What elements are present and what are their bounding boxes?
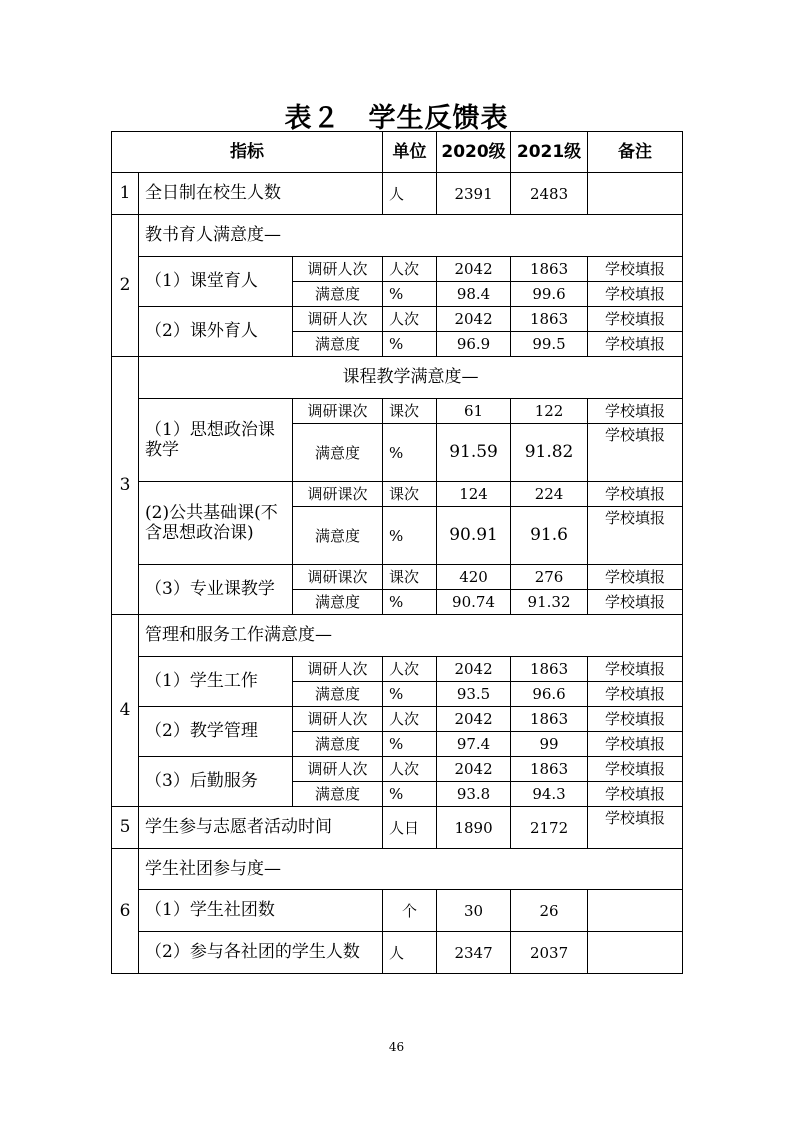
value-2021: 1863 [511,307,588,332]
section-row [112,615,683,657]
table-row [112,890,683,932]
value-2020: 61 [437,399,511,424]
value-2021: 122 [511,399,588,424]
value-2021: 2037 [511,932,588,974]
section-title: 学生社团参与度— [139,849,683,890]
value-2021: 224 [511,482,588,507]
value-2021: 99.5 [511,332,588,357]
unit-cell: % [383,682,437,707]
value-2020: 420 [437,565,511,590]
sub-type: 调研课次 [293,565,383,590]
table-row [112,807,683,849]
sub-type: 调研课次 [293,482,383,507]
table-row [112,399,683,424]
unit-cell: 个 [383,890,437,932]
value-2021: 26 [511,890,588,932]
unit-cell: % [383,732,437,757]
indicator-name [139,482,293,565]
remark-cell: 学校填报 [588,757,683,782]
value-2021: 2172 [511,807,588,849]
indicator-name [139,399,293,482]
remark-cell: 学校填报 [588,732,683,757]
remark-cell: 学校填报 [588,657,683,682]
indicator-name: （2）课外育人 [139,307,293,357]
unit-cell: % [383,332,437,357]
value-2021: 1863 [511,257,588,282]
value-2020: 2042 [437,657,511,682]
section-title: 管理和服务工作满意度— [139,615,683,657]
remark-cell: 学校填报 [588,399,683,424]
value-2020: 96.9 [437,332,511,357]
header-2020: 2020级 [437,132,511,173]
table-row [112,757,683,782]
remark-cell [588,173,683,215]
remark-cell: 学校填报 [588,507,683,565]
value-2020: 93.8 [437,782,511,807]
remark-cell [588,890,683,932]
sub-type: 调研人次 [293,257,383,282]
value-2020: 93.5 [437,682,511,707]
value-2020: 2042 [437,757,511,782]
student-feedback-table [111,131,683,974]
unit-cell: 课次 [383,482,437,507]
header-row [112,132,683,173]
remark-cell: 学校填报 [588,257,683,282]
sub-type: 满意度 [293,590,383,615]
value-2020: 90.74 [437,590,511,615]
value-2020: 2042 [437,707,511,732]
header-2021: 2021级 [511,132,588,173]
indicator-name: 全日制在校生人数 [139,173,383,215]
unit-cell: 人 [383,932,437,974]
table-row [112,307,683,332]
row-number: 3 [112,357,139,615]
value-2021: 1863 [511,657,588,682]
indicator-name-line2: 含思想政治课) [145,523,254,543]
row-number: 5 [112,807,139,849]
unit-cell: 人次 [383,707,437,732]
indicator-name: （1）学生社团数 [139,890,383,932]
unit-cell: % [383,590,437,615]
remark-cell [588,932,683,974]
sub-type: 调研人次 [293,657,383,682]
unit-cell: % [383,282,437,307]
section-row [112,849,683,890]
unit-cell: 课次 [383,565,437,590]
value-2020: 2391 [437,173,511,215]
remark-cell: 学校填报 [588,424,683,482]
row-number: 4 [112,615,139,807]
remark-cell: 学校填报 [588,565,683,590]
remark-cell: 学校填报 [588,682,683,707]
sub-type: 调研人次 [293,307,383,332]
value-2020: 91.59 [437,424,511,482]
indicator-name-line1: (2)公共基础课(不 [145,502,278,523]
header-unit: 单位 [383,132,437,173]
page-number: 46 [388,1040,405,1054]
unit-cell: 课次 [383,399,437,424]
value-2021: 91.32 [511,590,588,615]
value-2020: 124 [437,482,511,507]
remark-cell: 学校填报 [588,282,683,307]
unit-cell: 人次 [383,657,437,682]
row-number: 2 [112,215,139,357]
sub-type: 满意度 [293,507,383,565]
page-title: 表２ 学生反馈表 [284,103,509,134]
indicator-name-line2: 教学 [145,440,179,460]
header-indicator: 指标 [112,132,383,173]
remark-cell: 学校填报 [588,307,683,332]
value-2020: 2347 [437,932,511,974]
unit-cell: % [383,782,437,807]
sub-type: 满意度 [293,332,383,357]
table-row [112,565,683,590]
value-2021: 1863 [511,707,588,732]
header-remark: 备注 [588,132,683,173]
table-row [112,257,683,282]
indicator-name: （3）专业课教学 [139,565,293,615]
remark-cell: 学校填报 [588,590,683,615]
table-row [112,707,683,732]
unit-cell: 人日 [383,807,437,849]
section-row [112,357,683,399]
table-row [112,173,683,215]
indicator-name: （2）参与各社团的学生人数 [139,932,383,974]
row-number: 1 [112,173,139,215]
value-2020: 1890 [437,807,511,849]
unit-cell: % [383,507,437,565]
remark-cell: 学校填报 [588,782,683,807]
remark-cell: 学校填报 [588,482,683,507]
section-title: 教书育人满意度— [139,215,683,257]
sub-type: 满意度 [293,682,383,707]
indicator-name: 学生参与志愿者活动时间 [139,807,383,849]
table-row [112,657,683,682]
indicator-name: （3）后勤服务 [139,757,293,807]
unit-cell: 人次 [383,757,437,782]
indicator-name-line1: （1）思想政治课 [145,419,275,440]
sub-type: 满意度 [293,732,383,757]
value-2021: 91.82 [511,424,588,482]
indicator-name: （1）课堂育人 [139,257,293,307]
unit-cell: 人 [383,173,437,215]
value-2020: 90.91 [437,507,511,565]
value-2021: 91.6 [511,507,588,565]
indicator-name: （1）学生工作 [139,657,293,707]
unit-cell: % [383,424,437,482]
sub-type: 满意度 [293,782,383,807]
remark-cell: 学校填报 [588,707,683,732]
value-2020: 2042 [437,257,511,282]
sub-type: 满意度 [293,424,383,482]
section-row [112,215,683,257]
sub-type: 调研课次 [293,399,383,424]
remark-cell: 学校填报 [588,332,683,357]
value-2020: 2042 [437,307,511,332]
value-2021: 94.3 [511,782,588,807]
value-2021: 1863 [511,757,588,782]
table-row [112,482,683,507]
value-2021: 99 [511,732,588,757]
value-2020: 30 [437,890,511,932]
value-2020: 98.4 [437,282,511,307]
section-title: 课程教学满意度— [139,357,683,399]
indicator-name: （2）教学管理 [139,707,293,757]
value-2020: 97.4 [437,732,511,757]
unit-cell: 人次 [383,257,437,282]
value-2021: 2483 [511,173,588,215]
row-number: 6 [112,849,139,974]
unit-cell: 人次 [383,307,437,332]
value-2021: 276 [511,565,588,590]
value-2021: 99.6 [511,282,588,307]
sub-type: 调研人次 [293,757,383,782]
value-2021: 96.6 [511,682,588,707]
sub-type: 满意度 [293,282,383,307]
table-row [112,932,683,974]
remark-cell: 学校填报 [588,807,683,849]
sub-type: 调研人次 [293,707,383,732]
